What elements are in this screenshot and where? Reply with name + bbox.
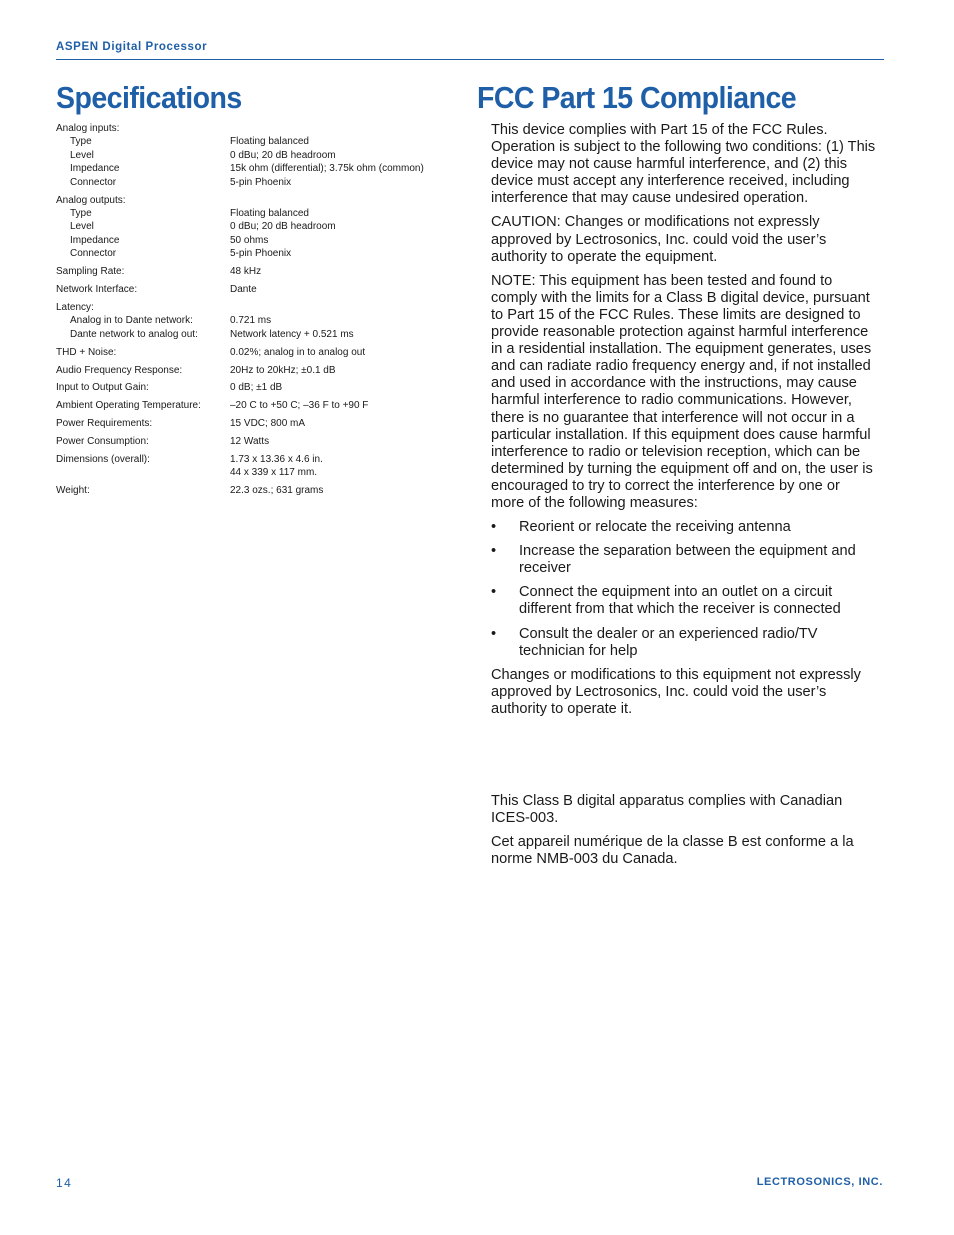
fcc-closing-paragraph: Changes or modifications to this equipment not expressly approved by Lectrosonics, Inc. could void the user’s authority to operate it.: [491, 666, 861, 717]
bullet-icon: •: [491, 543, 497, 560]
fcc-note-paragraph: NOTE: This equipment has been tested and found to comply with the limits for a Class B digital device, pursuant to Part 15 of the FCC Rules. These limits are designed to provide reasonable protection against harmful interference in a residential installation. The equipment generates, uses and can radiate radio frequency energy and, if not installed and used in accordance with the instructions, may cause harmful interference to radio communications. However, there is no guarantee that interference will not occur in a particular installation. If this equipment does cause harmful interference to radio or television reception, which can be determined by turning the equipment off and on, the user is encouraged to try to correct the interference by one or more of the following measures:: [491, 272, 873, 511]
spec-value: Floating balanced: [230, 207, 309, 219]
spec-row: [56, 207, 436, 220]
spec-sublabel: Connector: [70, 248, 117, 260]
header-divider: [56, 59, 884, 60]
spec-value: 50 ohms: [230, 234, 269, 246]
spec-value: 22.3 ozs.; 631 grams: [230, 485, 324, 497]
list-item: [491, 519, 876, 536]
spec-group: [56, 364, 436, 377]
spec-value: 0 dBu; 20 dB headroom: [230, 149, 336, 161]
spec-group: [56, 453, 436, 480]
canada-compliance-fr: Cet appareil numérique de la classe B est conforme a la norme NMB-003 du Canada.: [491, 834, 854, 868]
spec-group: [56, 194, 436, 261]
fcc-paragraph: This device complies with Part 15 of the FCC Rules. Operation is subject to the following two conditions: (1) This device may not cause harmful interference, and (2) this device must accept any interference received, including interference that may cause undesired operation.: [491, 122, 876, 207]
spec-group: [56, 265, 436, 278]
spec-group: [56, 399, 436, 412]
spec-row: [56, 176, 436, 189]
list-item: [491, 543, 876, 577]
spec-sublabel: Dante network to analog out:: [70, 328, 198, 340]
spec-row: [56, 381, 436, 394]
spec-row: [56, 162, 436, 175]
bullet-icon: •: [491, 519, 497, 536]
spec-value: 48 kHz: [230, 266, 262, 278]
spec-value: Network latency + 0.521 ms: [230, 328, 354, 340]
spec-label: Latency:: [56, 301, 94, 313]
spec-group: [56, 484, 436, 497]
spec-value: –20 C to +50 C; –36 F to +90 F: [230, 400, 369, 412]
spec-label: Dimensions (overall):: [56, 454, 150, 466]
specifications-heading: Specifications: [56, 80, 242, 115]
bullet-icon: •: [491, 584, 497, 601]
spec-label: Analog outputs:: [56, 194, 126, 206]
spec-row: [56, 283, 436, 296]
spec-value: 0 dB; ±1 dB: [230, 382, 283, 394]
spec-group: [56, 417, 436, 430]
spec-label: Weight:: [56, 485, 90, 497]
spec-sublabel: Impedance: [70, 163, 120, 175]
spec-row: [56, 364, 436, 377]
list-item-text: Increase the separation between the equipment and receiver: [519, 543, 856, 577]
fcc-caution-paragraph: CAUTION: Changes or modifications not expressly approved by Lectrosonics, Inc. could void the user’s authority to operate the equipment.: [491, 214, 827, 265]
spec-value: 20Hz to 20kHz; ±0.1 dB: [230, 364, 336, 376]
spec-value: 15k ohm (differential); 3.75k ohm (common): [230, 163, 424, 175]
spec-value: 5-pin Phoenix: [230, 176, 292, 188]
spec-label: Network Interface:: [56, 283, 138, 295]
spec-label: Input to Output Gain:: [56, 382, 149, 394]
spec-sublabel: Type: [70, 207, 92, 219]
list-item-text: Reorient or relocate the receiving antenna: [519, 519, 791, 536]
document-header-title: ASPEN Digital Processor: [56, 41, 208, 53]
page-number: 14: [56, 1176, 73, 1190]
list-item-text: Consult the dealer or an experienced radio/TV technician for help: [519, 625, 818, 659]
spec-row: [56, 234, 436, 247]
spec-row: [56, 301, 436, 314]
footer-company-name: LECTROSONICS, INC.: [756, 1176, 883, 1188]
spec-row: [56, 122, 436, 135]
section-spacer: [491, 725, 876, 793]
spec-row: [56, 399, 436, 412]
fcc-heading: FCC Part 15 Compliance: [477, 80, 797, 115]
spec-value: 12 Watts: [230, 436, 270, 448]
spec-row: [56, 265, 436, 278]
spec-value: [230, 301, 436, 314]
spec-label: Analog inputs:: [56, 123, 120, 134]
spec-sublabel: Connector: [70, 176, 117, 188]
spec-sublabel: Type: [70, 136, 92, 148]
spec-row: [56, 466, 436, 479]
spec-row: [56, 328, 436, 341]
spec-sublabel: Level: [70, 221, 94, 233]
spec-value: 0 dBu; 20 dB headroom: [230, 221, 336, 233]
spec-value: 15 VDC; 800 mA: [230, 418, 306, 430]
spec-label: Power Requirements:: [56, 418, 153, 430]
spec-label: Sampling Rate:: [56, 266, 125, 278]
spec-group: [56, 122, 436, 189]
fcc-measures-list: [491, 519, 876, 660]
spec-value: 0.721 ms: [230, 315, 272, 327]
spec-row: [56, 247, 436, 260]
list-item: [491, 626, 876, 660]
spec-row: [56, 484, 436, 497]
spec-value: Dante: [230, 283, 257, 295]
fcc-compliance-text: [491, 122, 876, 875]
spec-row: [56, 149, 436, 162]
specifications-table: [56, 122, 436, 502]
spec-value: 44 x 339 x 117 mm.: [230, 467, 318, 479]
spec-row: [56, 346, 436, 359]
spec-sublabel: Level: [70, 149, 94, 161]
spec-row: [56, 135, 436, 148]
spec-group: [56, 435, 436, 448]
spec-value: 5-pin Phoenix: [230, 248, 292, 260]
spec-label: Ambient Operating Temperature:: [56, 400, 201, 412]
spec-value: Floating balanced: [230, 136, 309, 148]
spec-sublabel: Analog in to Dante network:: [70, 315, 193, 327]
spec-group: [56, 346, 436, 359]
list-item-text: Connect the equipment into an outlet on a circuit different from that which the receiver is connected: [519, 584, 841, 618]
spec-row: [56, 453, 436, 466]
spec-label: THD + Noise:: [56, 346, 117, 358]
spec-group: [56, 381, 436, 394]
spec-row: [56, 220, 436, 233]
spec-value: [230, 122, 436, 135]
spec-label-empty: [56, 466, 230, 479]
spec-label: Audio Frequency Response:: [56, 364, 183, 376]
spec-row: [56, 435, 436, 448]
bullet-icon: •: [491, 625, 497, 642]
spec-value: [230, 194, 436, 207]
spec-row: [56, 314, 436, 327]
spec-value: 1.73 x 13.36 x 4.6 in.: [230, 454, 323, 466]
spec-label: Power Consumption:: [56, 436, 149, 448]
spec-value: 0.02%; analog in to analog out: [230, 346, 366, 358]
spec-group: [56, 283, 436, 296]
spec-row: [56, 194, 436, 207]
list-item: [491, 584, 876, 618]
spec-group: [56, 301, 436, 341]
spec-row: [56, 417, 436, 430]
spec-sublabel: Impedance: [70, 234, 120, 246]
canada-compliance-en: This Class B digital apparatus complies with Canadian ICES-003.: [491, 793, 843, 827]
